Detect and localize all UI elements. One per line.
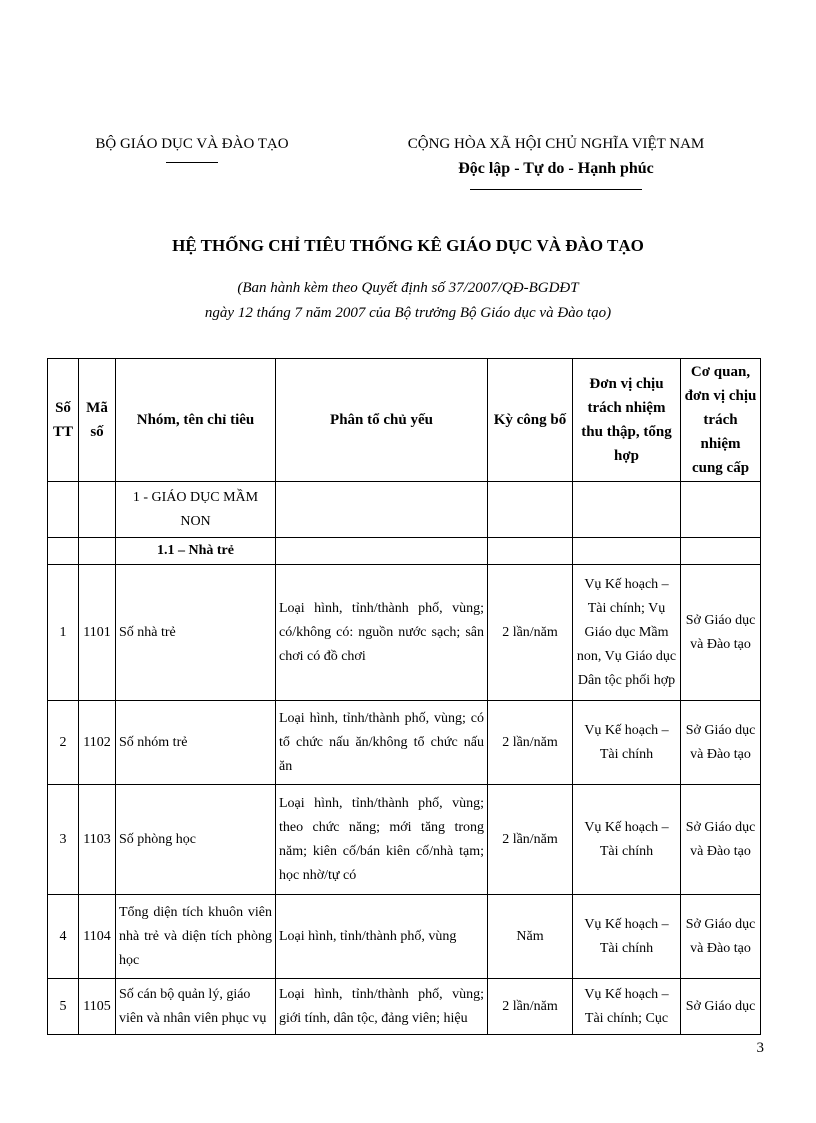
document-subtitle [0,276,816,326]
country-name: CỘNG HÒA XÃ HỘI CHỦ NGHĨA VIỆT NAM [407,136,705,152]
header-breakdown: Phân tổ chủ yếu [276,359,488,482]
header-stt: Số TT [48,359,79,482]
document-title: HỆ THỐNG CHỈ TIÊU THỐNG KÊ GIÁO DỤC VÀ ĐÀO TẠO [172,236,644,255]
row-breakdown: Loại hình, tỉnh/thành phố, vùng [276,895,488,979]
row-responsible: Vụ Kế hoạch – Tài chính [573,785,681,895]
table-row [48,701,761,785]
page-number: 3 [756,1040,764,1056]
row-stt: 4 [48,895,79,979]
header-provider: Cơ quan, đơn vị chịu trách nhiệm cung cấp [681,359,761,482]
row-breakdown: Loại hình, tỉnh/thành phố, vùng; giới tính, dân tộc, đảng viên; hiệu [276,979,488,1035]
row-provider: Sở Giáo dục và Đào tạo [681,565,761,701]
row-name: Số cán bộ quản lý, giáo viên và nhân viên phục vụ [116,979,276,1035]
row-responsible: Vụ Kế hoạch – Tài chính; Cục [573,979,681,1035]
table-row [48,979,761,1035]
row-breakdown: Loại hình, tỉnh/thành phố, vùng; có/không có: nguồn nước sạch; sân chơi có đồ chơi [276,565,488,701]
row-provider: Sở Giáo dục và Đào tạo [681,895,761,979]
header-period: Kỳ công bố [488,359,573,482]
row-breakdown: Loại hình, tỉnh/thành phố, vùng; theo chức năng; mới tăng trong năm; kiên cố/bán kiên cố/nhà tạm; học nhờ/tự có [276,785,488,895]
row-code: 1104 [79,895,116,979]
subtitle-line-1: (Ban hành kèm theo Quyết định số 37/2007/QĐ-BGDĐT [237,280,579,296]
row-name: Số phòng học [116,785,276,895]
table-header-row [48,359,761,482]
row-period: 2 lần/năm [488,785,573,895]
row-breakdown: Loại hình, tỉnh/thành phố, vùng; có tổ chức nấu ăn/không tổ chức nấu ăn [276,701,488,785]
subtitle-line-2: ngày 12 tháng 7 năm 2007 của Bộ trưởng Bộ Giáo dục và Đào tạo) [204,305,612,321]
section-title: 1 - GIÁO DỤC MẦM NON [116,482,276,538]
section-row [48,482,761,538]
row-code: 1102 [79,701,116,785]
row-code: 1105 [79,979,116,1035]
row-name: Tổng diện tích khuôn viên nhà trẻ và diện tích phòng học [116,895,276,979]
row-name: Số nhóm trẻ [116,701,276,785]
row-provider: Sở Giáo dục [681,979,761,1035]
row-stt: 5 [48,979,79,1035]
subsection-title: 1.1 – Nhà trẻ [116,538,276,565]
ministry-header [92,136,292,163]
row-period: 2 lần/năm [488,565,573,701]
subsection-row [48,538,761,565]
row-provider: Sở Giáo dục và Đào tạo [681,701,761,785]
row-stt: 1 [48,565,79,701]
row-period: 2 lần/năm [488,701,573,785]
indicator-table [47,358,761,1035]
row-provider: Sở Giáo dục và Đào tạo [681,785,761,895]
national-motto: Độc lập - Tự do - Hạnh phúc [458,160,654,177]
row-name: Số nhà trẻ [116,565,276,701]
row-responsible: Vụ Kế hoạch – Tài chính; Vụ Giáo dục Mầm non, Vụ Giáo dục Dân tộc phối hợp [573,565,681,701]
row-code: 1101 [79,565,116,701]
table-row [48,565,761,701]
motto-underline [470,189,642,190]
row-period: 2 lần/năm [488,979,573,1035]
header-ma-so: Mã số [79,359,116,482]
row-period: Năm [488,895,573,979]
row-responsible: Vụ Kế hoạch – Tài chính [573,895,681,979]
table-row [48,785,761,895]
ministry-name: BỘ GIÁO DỤC VÀ ĐÀO TẠO [95,136,289,152]
row-stt: 2 [48,701,79,785]
row-code: 1103 [79,785,116,895]
row-stt: 3 [48,785,79,895]
header-name: Nhóm, tên chỉ tiêu [116,359,276,482]
header-responsible: Đơn vị chịu trách nhiệm thu thập, tổng hợp [573,359,681,482]
national-header [396,136,716,190]
table-row [48,895,761,979]
ministry-underline [166,162,218,163]
row-responsible: Vụ Kế hoạch – Tài chính [573,701,681,785]
